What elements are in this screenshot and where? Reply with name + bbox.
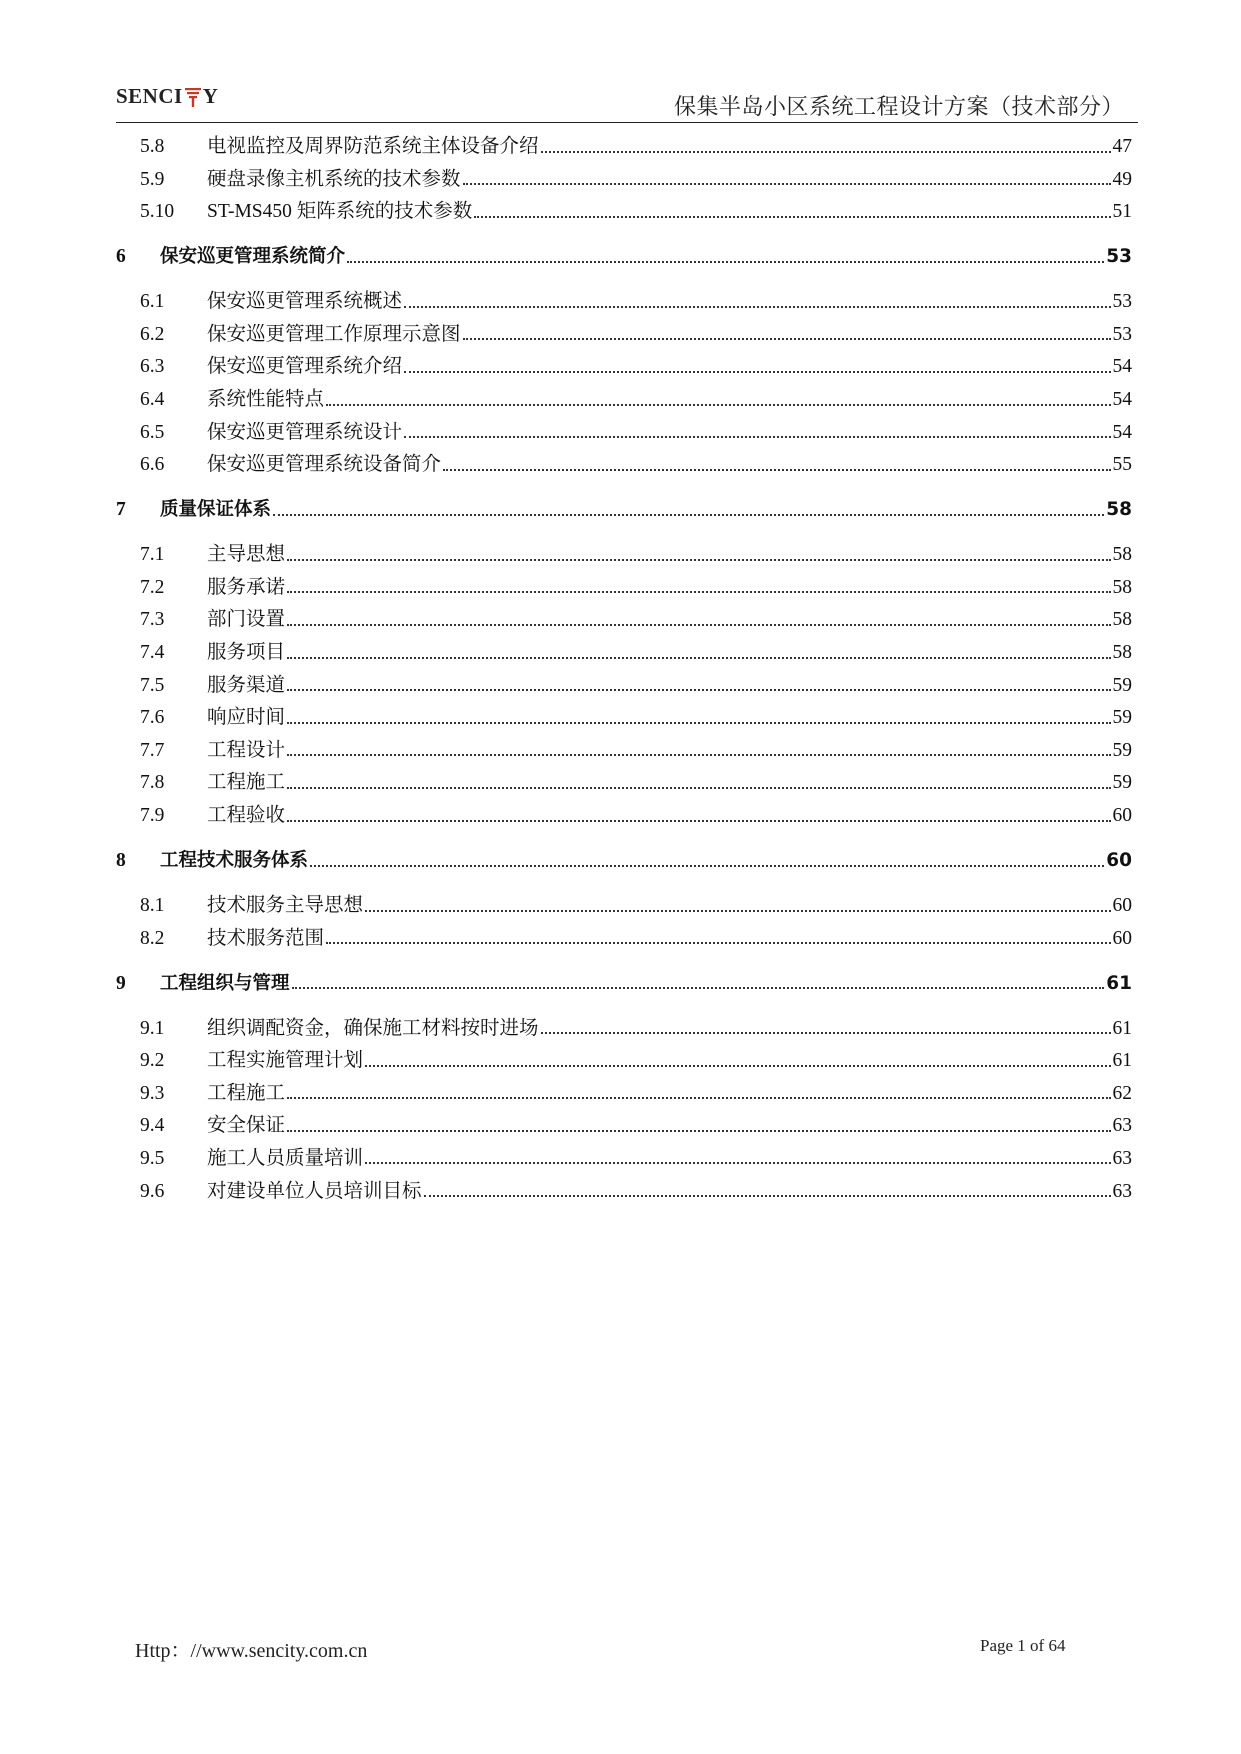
toc-entry-title: 工程验收 [207, 805, 286, 826]
logo-text-right: Y [202, 84, 219, 108]
toc-entry-page: 59 [1112, 674, 1132, 696]
toc-dot-leader [365, 1065, 1110, 1067]
toc-entry-number: 7.1 [140, 544, 165, 566]
toc-entry-title: 电视监控及周界防范系统主体设备介绍 [207, 136, 539, 158]
toc-entry-page: 58 [1112, 609, 1132, 631]
toc-entry-title: 保安巡更管理系统简介 [160, 246, 346, 268]
toc-entry-number: 7.5 [140, 674, 165, 696]
toc-entry-page: 49 [1112, 168, 1132, 190]
toc-dot-leader [443, 469, 1110, 471]
toc-entry-title: 系统性能特点 [207, 389, 325, 411]
toc-entry-page: 63 [1112, 1180, 1132, 1202]
toc-dot-leader [287, 754, 1110, 756]
toc-section-entry[interactable] [116, 597, 1132, 630]
toc-dot-leader [474, 216, 1110, 218]
toc-dot-leader [287, 689, 1110, 691]
toc-entry-title: 技术服务主导思想 [207, 895, 364, 916]
toc-entry-number: 6.4 [140, 389, 165, 411]
toc-dot-leader [326, 404, 1110, 406]
document-title: 保集半岛小区系统工程设计方案（技术部分） [673, 94, 1124, 119]
toc-dot-leader [347, 261, 1104, 263]
toc-entry-number: 9.1 [140, 1017, 165, 1039]
toc-section-entry[interactable] [116, 760, 1132, 793]
toc-entry-title: 工程技术服务体系 [160, 850, 309, 871]
toc-section-entry[interactable] [116, 410, 1132, 443]
toc-entry-number: 7.4 [140, 642, 165, 664]
toc-dot-leader [287, 657, 1110, 659]
toc-entry-page: 60 [1112, 895, 1132, 916]
toc-entry-number: 6.1 [140, 291, 165, 313]
toc-entry-title: 主导思想 [207, 544, 286, 566]
toc-dot-leader [365, 1162, 1110, 1164]
toc-entry-title: ST-MS450 矩阵系统的技术参数 [207, 201, 473, 223]
toc-entry-number: 9.5 [140, 1147, 165, 1169]
toc-section-entry[interactable] [116, 312, 1132, 345]
footer-url: Http：//www.sencity.com.cn [135, 1640, 368, 1662]
toc-entry-number: 8.2 [140, 927, 165, 949]
logo-text-left: SENCI [116, 84, 183, 108]
toc-entry-page: 60 [1112, 805, 1132, 826]
toc-entry-page: 59 [1112, 739, 1132, 761]
toc-section-entry[interactable] [116, 520, 1132, 565]
toc-entry-page: 58 [1112, 642, 1132, 664]
toc-entry-number: 6.3 [140, 356, 165, 378]
table-of-contents [116, 124, 1132, 1201]
toc-entry-title: 服务项目 [207, 642, 286, 664]
toc-entry-number: 5.10 [140, 201, 175, 223]
toc-dot-leader [463, 338, 1111, 340]
toc-entry-title: 对建设单位人员培训目标 [207, 1180, 422, 1202]
toc-entry-title: 服务渠道 [207, 674, 286, 696]
toc-section-entry[interactable] [116, 695, 1132, 728]
toc-entry-title: 质量保证体系 [160, 499, 272, 521]
toc-entry-page: 60 [1112, 927, 1132, 949]
toc-section-entry[interactable] [116, 728, 1132, 761]
toc-section-entry[interactable] [116, 1071, 1132, 1104]
toc-dot-leader [541, 1032, 1111, 1034]
toc-entry-page: 58 [1112, 576, 1132, 598]
toc-entry-page: 59 [1112, 707, 1132, 729]
toc-entry-title: 服务承诺 [207, 576, 286, 598]
toc-dot-leader [287, 559, 1110, 561]
toc-dot-leader [310, 865, 1104, 867]
toc-entry-title: 工程实施管理计划 [207, 1050, 364, 1072]
logo-mark-icon [184, 87, 202, 107]
toc-entry-title: 保安巡更管理系统设备简介 [207, 454, 442, 476]
toc-dot-leader [326, 942, 1110, 944]
toc-dot-leader [287, 820, 1110, 822]
toc-section-entry[interactable] [116, 793, 1132, 826]
toc-section-entry[interactable] [116, 157, 1132, 190]
toc-entry-page: 53 [1106, 246, 1132, 268]
toc-entry-number: 6.2 [140, 323, 165, 345]
toc-entry-number: 9 [116, 972, 126, 994]
toc-section-entry[interactable] [116, 663, 1132, 696]
toc-dot-leader [287, 1130, 1110, 1132]
toc-entry-number: 5.8 [140, 136, 165, 158]
toc-entry-title: 工程施工 [207, 772, 286, 794]
toc-entry-page: 54 [1112, 421, 1132, 443]
toc-entry-page: 47 [1112, 136, 1132, 158]
toc-dot-leader [424, 1195, 1111, 1197]
toc-entry-title: 工程设计 [207, 739, 286, 761]
toc-chapter-entry[interactable] [116, 826, 1132, 871]
toc-dot-leader [287, 624, 1110, 626]
toc-section-entry[interactable] [116, 630, 1132, 663]
toc-entry-title: 响应时间 [207, 707, 286, 729]
toc-entry-title: 组织调配资金，确保施工材料按时进场 [207, 1017, 539, 1039]
toc-entry-page: 63 [1112, 1147, 1132, 1169]
toc-section-entry[interactable] [116, 916, 1132, 949]
toc-entry-number: 7.8 [140, 772, 165, 794]
toc-dot-leader [273, 514, 1104, 516]
toc-entry-number: 9.3 [140, 1082, 165, 1104]
toc-entry-number: 6.6 [140, 454, 165, 476]
toc-chapter-entry[interactable] [116, 948, 1132, 993]
toc-entry-number: 9.4 [140, 1115, 165, 1137]
toc-dot-leader [404, 306, 1110, 308]
toc-entry-page: 60 [1106, 850, 1132, 871]
toc-entry-number: 9.2 [140, 1050, 165, 1072]
toc-entry-number: 6 [116, 246, 126, 268]
toc-entry-page: 54 [1112, 389, 1132, 411]
toc-entry-title: 保安巡更管理系统设计 [207, 421, 403, 443]
toc-entry-title: 保安巡更管理系统介绍 [207, 356, 403, 378]
toc-section-entry[interactable] [116, 1136, 1132, 1169]
toc-entry-page: 55 [1112, 454, 1132, 476]
toc-entry-title: 工程组织与管理 [160, 972, 290, 994]
page-header [116, 78, 1138, 123]
toc-entry-title: 硬盘录像主机系统的技术参数 [207, 168, 461, 190]
toc-entry-page: 62 [1112, 1082, 1132, 1104]
toc-entry-title: 部门设置 [207, 609, 286, 631]
toc-entry-page: 54 [1112, 356, 1132, 378]
toc-entry-title: 安全保证 [207, 1115, 286, 1137]
footer-page-number: Page 1 of 64 [980, 1636, 1066, 1655]
toc-section-entry[interactable] [116, 344, 1132, 377]
toc-section-entry[interactable] [116, 871, 1132, 916]
toc-entry-page: 53 [1112, 291, 1132, 313]
toc-entry-number: 7.3 [140, 609, 165, 631]
toc-section-entry[interactable] [116, 124, 1132, 157]
toc-chapter-entry[interactable] [116, 222, 1132, 267]
toc-section-entry[interactable] [116, 1103, 1132, 1136]
company-logo [116, 86, 218, 107]
toc-entry-page: 58 [1106, 499, 1132, 521]
toc-entry-title: 施工人员质量培训 [207, 1147, 364, 1169]
toc-entry-title: 保安巡更管理工作原理示意图 [207, 323, 461, 345]
toc-dot-leader [287, 591, 1110, 593]
toc-section-entry[interactable] [116, 993, 1132, 1038]
toc-entry-number: 5.9 [140, 168, 165, 190]
toc-entry-number: 7.7 [140, 739, 165, 761]
toc-entry-number: 7.2 [140, 576, 165, 598]
toc-dot-leader [287, 722, 1110, 724]
toc-entry-page: 58 [1112, 544, 1132, 566]
toc-section-entry[interactable] [116, 189, 1132, 222]
toc-entry-page: 61 [1112, 1050, 1132, 1072]
toc-entry-title: 技术服务范围 [207, 927, 325, 949]
toc-entry-page: 59 [1112, 772, 1132, 794]
toc-chapter-entry[interactable] [116, 475, 1132, 520]
toc-entry-page: 63 [1112, 1115, 1132, 1137]
toc-dot-leader [404, 371, 1110, 373]
toc-entry-number: 8.1 [140, 895, 165, 916]
toc-entry-page: 61 [1106, 972, 1132, 994]
toc-dot-leader [365, 910, 1110, 912]
toc-section-entry[interactable] [116, 1168, 1132, 1201]
toc-entry-number: 7.6 [140, 707, 165, 729]
toc-entry-page: 51 [1112, 201, 1132, 223]
toc-entry-title: 工程施工 [207, 1082, 286, 1104]
toc-entry-page: 53 [1112, 323, 1132, 345]
toc-dot-leader [541, 151, 1111, 153]
toc-section-entry[interactable] [116, 565, 1132, 598]
toc-entry-number: 6.5 [140, 421, 165, 443]
toc-section-entry[interactable] [116, 1038, 1132, 1071]
toc-section-entry[interactable] [116, 267, 1132, 312]
toc-entry-title: 保安巡更管理系统概述 [207, 291, 403, 313]
toc-dot-leader [463, 183, 1111, 185]
toc-entry-number: 7 [116, 499, 126, 521]
toc-dot-leader [292, 987, 1105, 989]
toc-entry-number: 9.6 [140, 1180, 165, 1202]
toc-dot-leader [287, 1097, 1110, 1099]
toc-section-entry[interactable] [116, 377, 1132, 410]
toc-entry-page: 61 [1112, 1017, 1132, 1039]
toc-entry-number: 8 [116, 850, 126, 871]
toc-entry-number: 7.9 [140, 805, 165, 826]
toc-dot-leader [404, 436, 1110, 438]
toc-dot-leader [287, 787, 1110, 789]
toc-section-entry[interactable] [116, 442, 1132, 475]
